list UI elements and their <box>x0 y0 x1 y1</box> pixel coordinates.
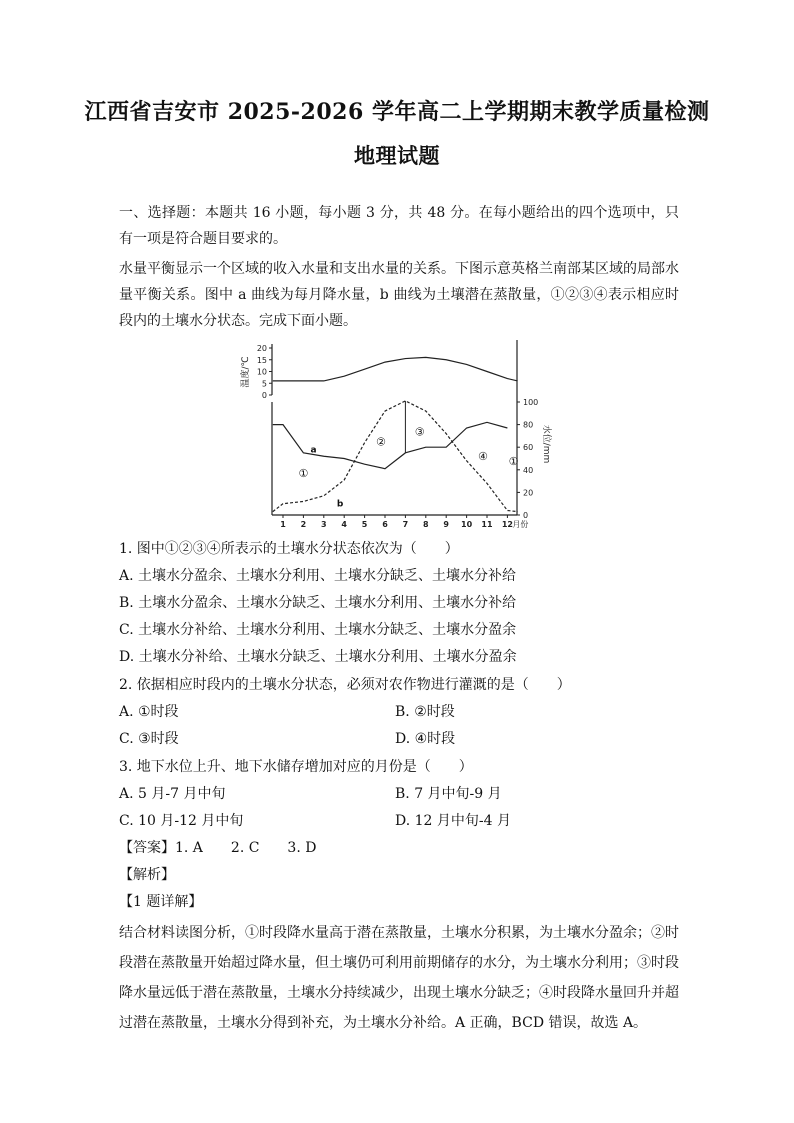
month-tick-label: 12 <box>501 520 513 529</box>
curve-label-a: a <box>310 445 317 456</box>
answer-line: 【答案】1. A 2. C 3. D <box>119 840 317 856</box>
month-suffix-label: 月份 <box>512 520 529 529</box>
water-tick-label: 100 <box>523 398 539 407</box>
analysis-label: 【解析】 <box>119 867 175 883</box>
q1-stem: 1. 图中①②③④所表示的土壤水分状态依次为（ ） <box>119 541 459 557</box>
month-tick-label: 5 <box>361 520 368 529</box>
curve-label-b: b <box>336 499 344 510</box>
zone-label: ④ <box>477 450 488 464</box>
temp-axis-label: 温度/℃ <box>241 356 251 388</box>
month-tick-label: 10 <box>461 520 473 529</box>
detail-text: 结合材料读图分析，①时段降水量高于潜在蒸散量，土壤水分积累，为土壤水分盈余；②时段潜在蒸散量开始超过降水量，但土壤仍可利用前期储存的水分，为土壤水分利用；③时段降水量远低于潜在蒸散量，土壤水分持续减少，出现土壤水分缺乏；④时段降水量回升并超过潜在蒸散量，土壤水分得到补充，为土壤水分补给。A 正确，BCD 错误，故选 A。 <box>119 925 679 1031</box>
month-tick-label: 6 <box>382 520 388 529</box>
detail-label: 【1 题详解】 <box>119 894 203 910</box>
temp-tick-label: 20 <box>256 344 267 353</box>
section-heading: 一、选择题：本题共 16 小题，每小题 3 分，共 48 分。在每小题给出的四个选项中，只有一项是符合题目要求的。 <box>119 205 679 247</box>
month-tick-label: 2 <box>300 520 307 529</box>
q1-option-d: D. 土壤水分补给、土壤水分缺乏、土壤水分利用、土壤水分盈余 <box>119 649 517 665</box>
q3-option-c: C. 10 月-12 月中旬 <box>119 813 244 829</box>
temp-tick-label: 5 <box>261 379 267 389</box>
q1-option-b: B. 土壤水分盈余、土壤水分缺乏、土壤水分利用、土壤水分补给 <box>119 595 517 611</box>
zone-label: ② <box>375 435 386 449</box>
doc-subtitle: 地理试题 <box>354 143 440 168</box>
q3-option-b: B. 7 月中旬-9 月 <box>395 786 502 802</box>
chart-svg <box>238 340 558 530</box>
water-balance-chart <box>238 340 558 530</box>
month-tick-label: 4 <box>341 520 347 529</box>
month-tick-label: 11 <box>481 520 493 529</box>
water-axis-label: 水位/mm <box>541 424 551 464</box>
doc-title: 江西省吉安市 2025-2026 学年高二上学期期末教学质量检测 <box>84 99 710 125</box>
water-tick-label: 60 <box>523 443 534 453</box>
q2-stem: 2. 依据相应时段内的土壤水分状态，必须对农作物进行灌溉的是（ ） <box>119 677 571 693</box>
series-a-curve <box>273 422 508 468</box>
month-tick-label: 8 <box>423 520 429 529</box>
q3-option-a: A. 5 月-7 月中旬 <box>119 786 226 802</box>
temp-tick-label: 0 <box>261 391 267 400</box>
month-tick-label: 1 <box>280 520 286 529</box>
temp-tick-label: 15 <box>256 355 267 365</box>
month-tick-label: 7 <box>402 520 409 529</box>
q2-option-d: D. ④时段 <box>395 731 456 747</box>
q3-option-d: D. 12 月中旬-4 月 <box>395 813 511 829</box>
water-tick-label: 40 <box>523 465 534 475</box>
water-tick-label: 20 <box>523 488 534 498</box>
q1-option-a: A. 土壤水分盈余、土壤水分利用、土壤水分缺乏、土壤水分补给 <box>119 568 517 584</box>
q1-option-c: C. 土壤水分补给、土壤水分利用、土壤水分缺乏、土壤水分盈余 <box>119 622 517 638</box>
zone-label: ③ <box>414 425 425 439</box>
water-tick-label: 0 <box>523 511 529 520</box>
month-tick-label: 3 <box>321 520 327 529</box>
zone-label: ① <box>298 467 309 481</box>
q3-stem: 3. 地下水位上升、地下水储存增加对应的月份是（ ） <box>119 759 473 775</box>
q2-option-c: C. ③时段 <box>119 731 179 747</box>
q2-option-b: B. ②时段 <box>395 704 455 720</box>
temp-tick-label: 10 <box>256 367 267 377</box>
material-text: 水量平衡显示一个区域的收入水量和支出水量的关系。下图示意英格兰南部某区域的局部水量平衡关系。图中 a 曲线为每月降水量，b 曲线为土壤潜在蒸散量，①②③④表示相应时段内的土壤水分状态。完成下面小题。 <box>119 261 679 329</box>
zone-label: ① <box>508 454 519 468</box>
q2-option-a: A. ①时段 <box>119 704 179 720</box>
water-tick-label: 80 <box>523 420 534 430</box>
month-tick-label: 9 <box>443 520 449 529</box>
temperature-curve <box>273 357 518 381</box>
